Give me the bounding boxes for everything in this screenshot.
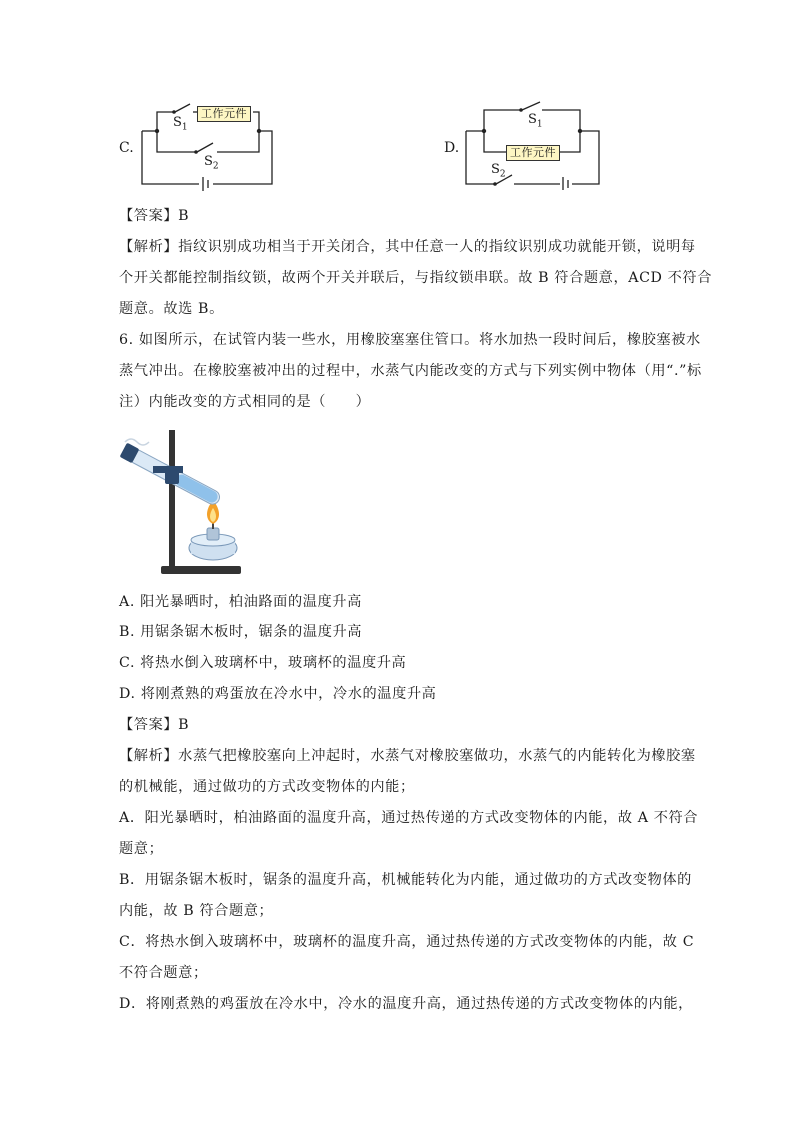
q6-analysis-line: C．将热水倒入玻璃杯中，玻璃杯的温度升高，通过热传递的方式改变物体的内能，故 C (119, 934, 695, 950)
option-d-label: D. (444, 140, 460, 156)
q6-option-a: A. 阳光暴晒时，柏油路面的温度升高 (119, 594, 362, 610)
circuit-c-element-box: 工作元件 (197, 106, 251, 122)
circuit-d-s2: $S_2$ (491, 162, 506, 180)
q6-analysis-line: 不符合题意； (119, 965, 208, 981)
q6-option-d: D. 将刚煮熟的鸡蛋放在冷水中，冷水的温度升高 (119, 686, 437, 702)
q6-stem-line: 蒸气冲出。在橡胶塞被冲出的过程中，水蒸气内能改变的方式与下列实例中物体（用“.”标 (119, 363, 702, 379)
circuit-d-element-box: 工作元件 (506, 145, 560, 161)
q5-answer: 【答案】B (119, 208, 190, 224)
q6-analysis-line: 【解析】水蒸气把橡胶塞向上冲起时，水蒸气对橡胶塞做功，水蒸气的内能转化为橡胶塞 (119, 748, 696, 764)
q6-analysis-line: D．将刚煮熟的鸡蛋放在冷水中，冷水的温度升高，通过热传递的方式改变物体的内能， (119, 996, 693, 1012)
option-c-label: C. (119, 140, 134, 156)
q6-analysis-line: 的机械能，通过做功的方式改变物体的内能； (119, 779, 415, 795)
q6-answer: 【答案】B (119, 717, 190, 733)
q5-analysis-line: 题意。故选 B。 (119, 301, 224, 317)
q6-option-c: C. 将热水倒入玻璃杯中，玻璃杯的温度升高 (119, 655, 407, 671)
q6-stem-line: 6. 如图所示，在试管内装一些水，用橡胶塞塞住管口。将水加热一段时间后，橡胶塞被水 (119, 332, 701, 348)
q6-stem-line: 注）内能改变的方式相同的是（ ） (119, 394, 371, 410)
q6-analysis-line: B．用锯条锯木板时，锯条的温度升高，机械能转化为内能，通过做功的方式改变物体的 (119, 872, 692, 888)
q6-analysis-line: A．阳光暴晒时，柏油路面的温度升高，通过热传递的方式改变物体的内能，故 A 不符合 (119, 810, 699, 826)
q6-option-b: B. 用锯条锯木板时，锯条的温度升高 (119, 624, 363, 640)
circuit-c-s1: $S_1$ (173, 115, 188, 133)
q5-analysis-line: 个开关都能控制指纹锁，故两个开关并联后，与指纹锁串联。故 B 符合题意，ACD 不符合 (119, 270, 712, 286)
test-tube-apparatus-figure (113, 424, 249, 580)
q5-analysis-line: 【解析】指纹识别成功相当于开关闭合，其中任意一人的指纹识别成功就能开锁，说明每 (119, 239, 696, 255)
circuit-c-s2: $S_2$ (204, 154, 219, 172)
circuit-d-s1: $S_1$ (528, 112, 543, 130)
q6-analysis-line: 题意； (119, 841, 164, 857)
q6-analysis-line: 内能，故 B 符合题意； (119, 903, 274, 919)
